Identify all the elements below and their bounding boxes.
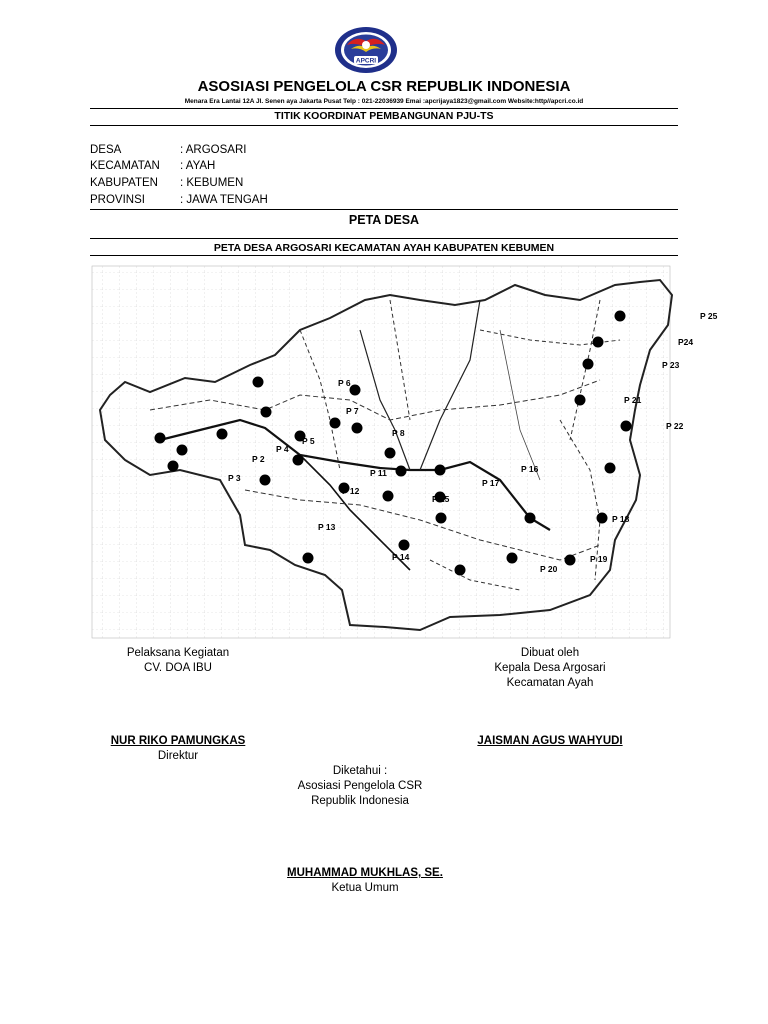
- divider: [90, 125, 678, 126]
- map-label-p6: P 6: [338, 378, 351, 388]
- map-label-p4: P 4: [276, 444, 289, 454]
- info-label-kecamatan: KECAMATAN: [90, 160, 160, 172]
- divider: [90, 209, 678, 210]
- map-label-p2: P 2: [252, 454, 265, 464]
- apcri-logo: [333, 25, 399, 75]
- info-label-provinsi: PROVINSI: [90, 194, 145, 206]
- map-label-p14: P 14: [392, 552, 410, 562]
- map-label-p3: P 3: [228, 473, 241, 483]
- divider: [90, 108, 678, 109]
- map-label-p22: P 22: [666, 421, 684, 431]
- map-label-p25: P 25: [700, 311, 718, 321]
- center-signatory-role: Ketua Umum: [331, 882, 399, 894]
- map-label-p19: P 19: [590, 554, 608, 564]
- map-label-p18: P 18: [612, 514, 630, 524]
- map-label-p17: P 17: [482, 478, 500, 488]
- center-sig-line2: Asosiasi Pengelola CSR: [297, 780, 423, 792]
- organization-title: ASOSIASI PENGELOLA CSR REPUBLIK INDONESIA: [197, 78, 571, 95]
- map-label-p11: P 11: [370, 468, 387, 478]
- right-sig-line3: Kecamatan Ayah: [506, 677, 594, 689]
- section-title: PETA DESA: [348, 213, 420, 227]
- map-label-p16: P 16: [521, 464, 539, 474]
- center-sig-line3: Republik Indonesia: [311, 795, 409, 807]
- right-signatory-name: JAISMAN AGUS WAHYUDI: [477, 735, 623, 747]
- right-sig-line1: Dibuat oleh: [520, 647, 580, 659]
- left-signatory-name: NUR RIKO PAMUNGKAS: [110, 735, 246, 747]
- map-title: PETA DESA ARGOSARI KECAMATAN AYAH KABUPATEN KEBUMEN: [213, 242, 555, 254]
- right-sig-line2: Kepala Desa Argosari: [494, 662, 606, 674]
- left-signatory-role: Direktur: [157, 750, 199, 762]
- map-label-p21: P 21: [624, 395, 642, 405]
- info-label-kabupaten: KABUPATEN: [90, 177, 158, 189]
- center-signatory-name: MUHAMMAD MUKHLAS, SE.: [287, 867, 443, 879]
- organization-address: Menara Era Lantai 12A Jl. Senen aya Jakarta Pusat Telp : 021-22036939 Emai :apcrijaya1823@gmail.com Website:http//apcri.co.id: [184, 98, 584, 105]
- logo-text: APCRI: [355, 57, 377, 65]
- center-sig-line1: Diketahui :: [332, 765, 388, 777]
- info-value-desa: : ARGOSARI: [180, 144, 247, 156]
- map-label-p12: P 12: [342, 486, 360, 496]
- village-map: [88, 262, 694, 642]
- map-label-p8: P 8: [392, 428, 405, 438]
- info-label-desa: DESA: [90, 144, 122, 156]
- info-value-kecamatan: : AYAH: [180, 160, 216, 172]
- map-label-p13: P 13: [318, 522, 336, 532]
- divider: [90, 255, 678, 256]
- map-label-p7: P 7: [346, 406, 359, 416]
- left-sig-line2: CV. DOA IBU: [144, 662, 212, 674]
- document-subtitle: TITIK KOORDINAT PEMBANGUNAN PJU-TS: [274, 110, 494, 122]
- left-sig-line1: Pelaksana Kegiatan: [126, 647, 230, 659]
- info-value-kabupaten: : KEBUMEN: [180, 177, 244, 189]
- info-value-provinsi: : JAWA TENGAH: [180, 194, 268, 206]
- divider: [90, 238, 678, 239]
- map-label-p24: P24: [678, 337, 694, 347]
- map-label-p20: P 20: [540, 564, 558, 574]
- map-label-p5: P 5: [302, 436, 315, 446]
- map-label-p23: P 23: [662, 360, 680, 370]
- map-label-p15: P 15: [432, 494, 450, 504]
